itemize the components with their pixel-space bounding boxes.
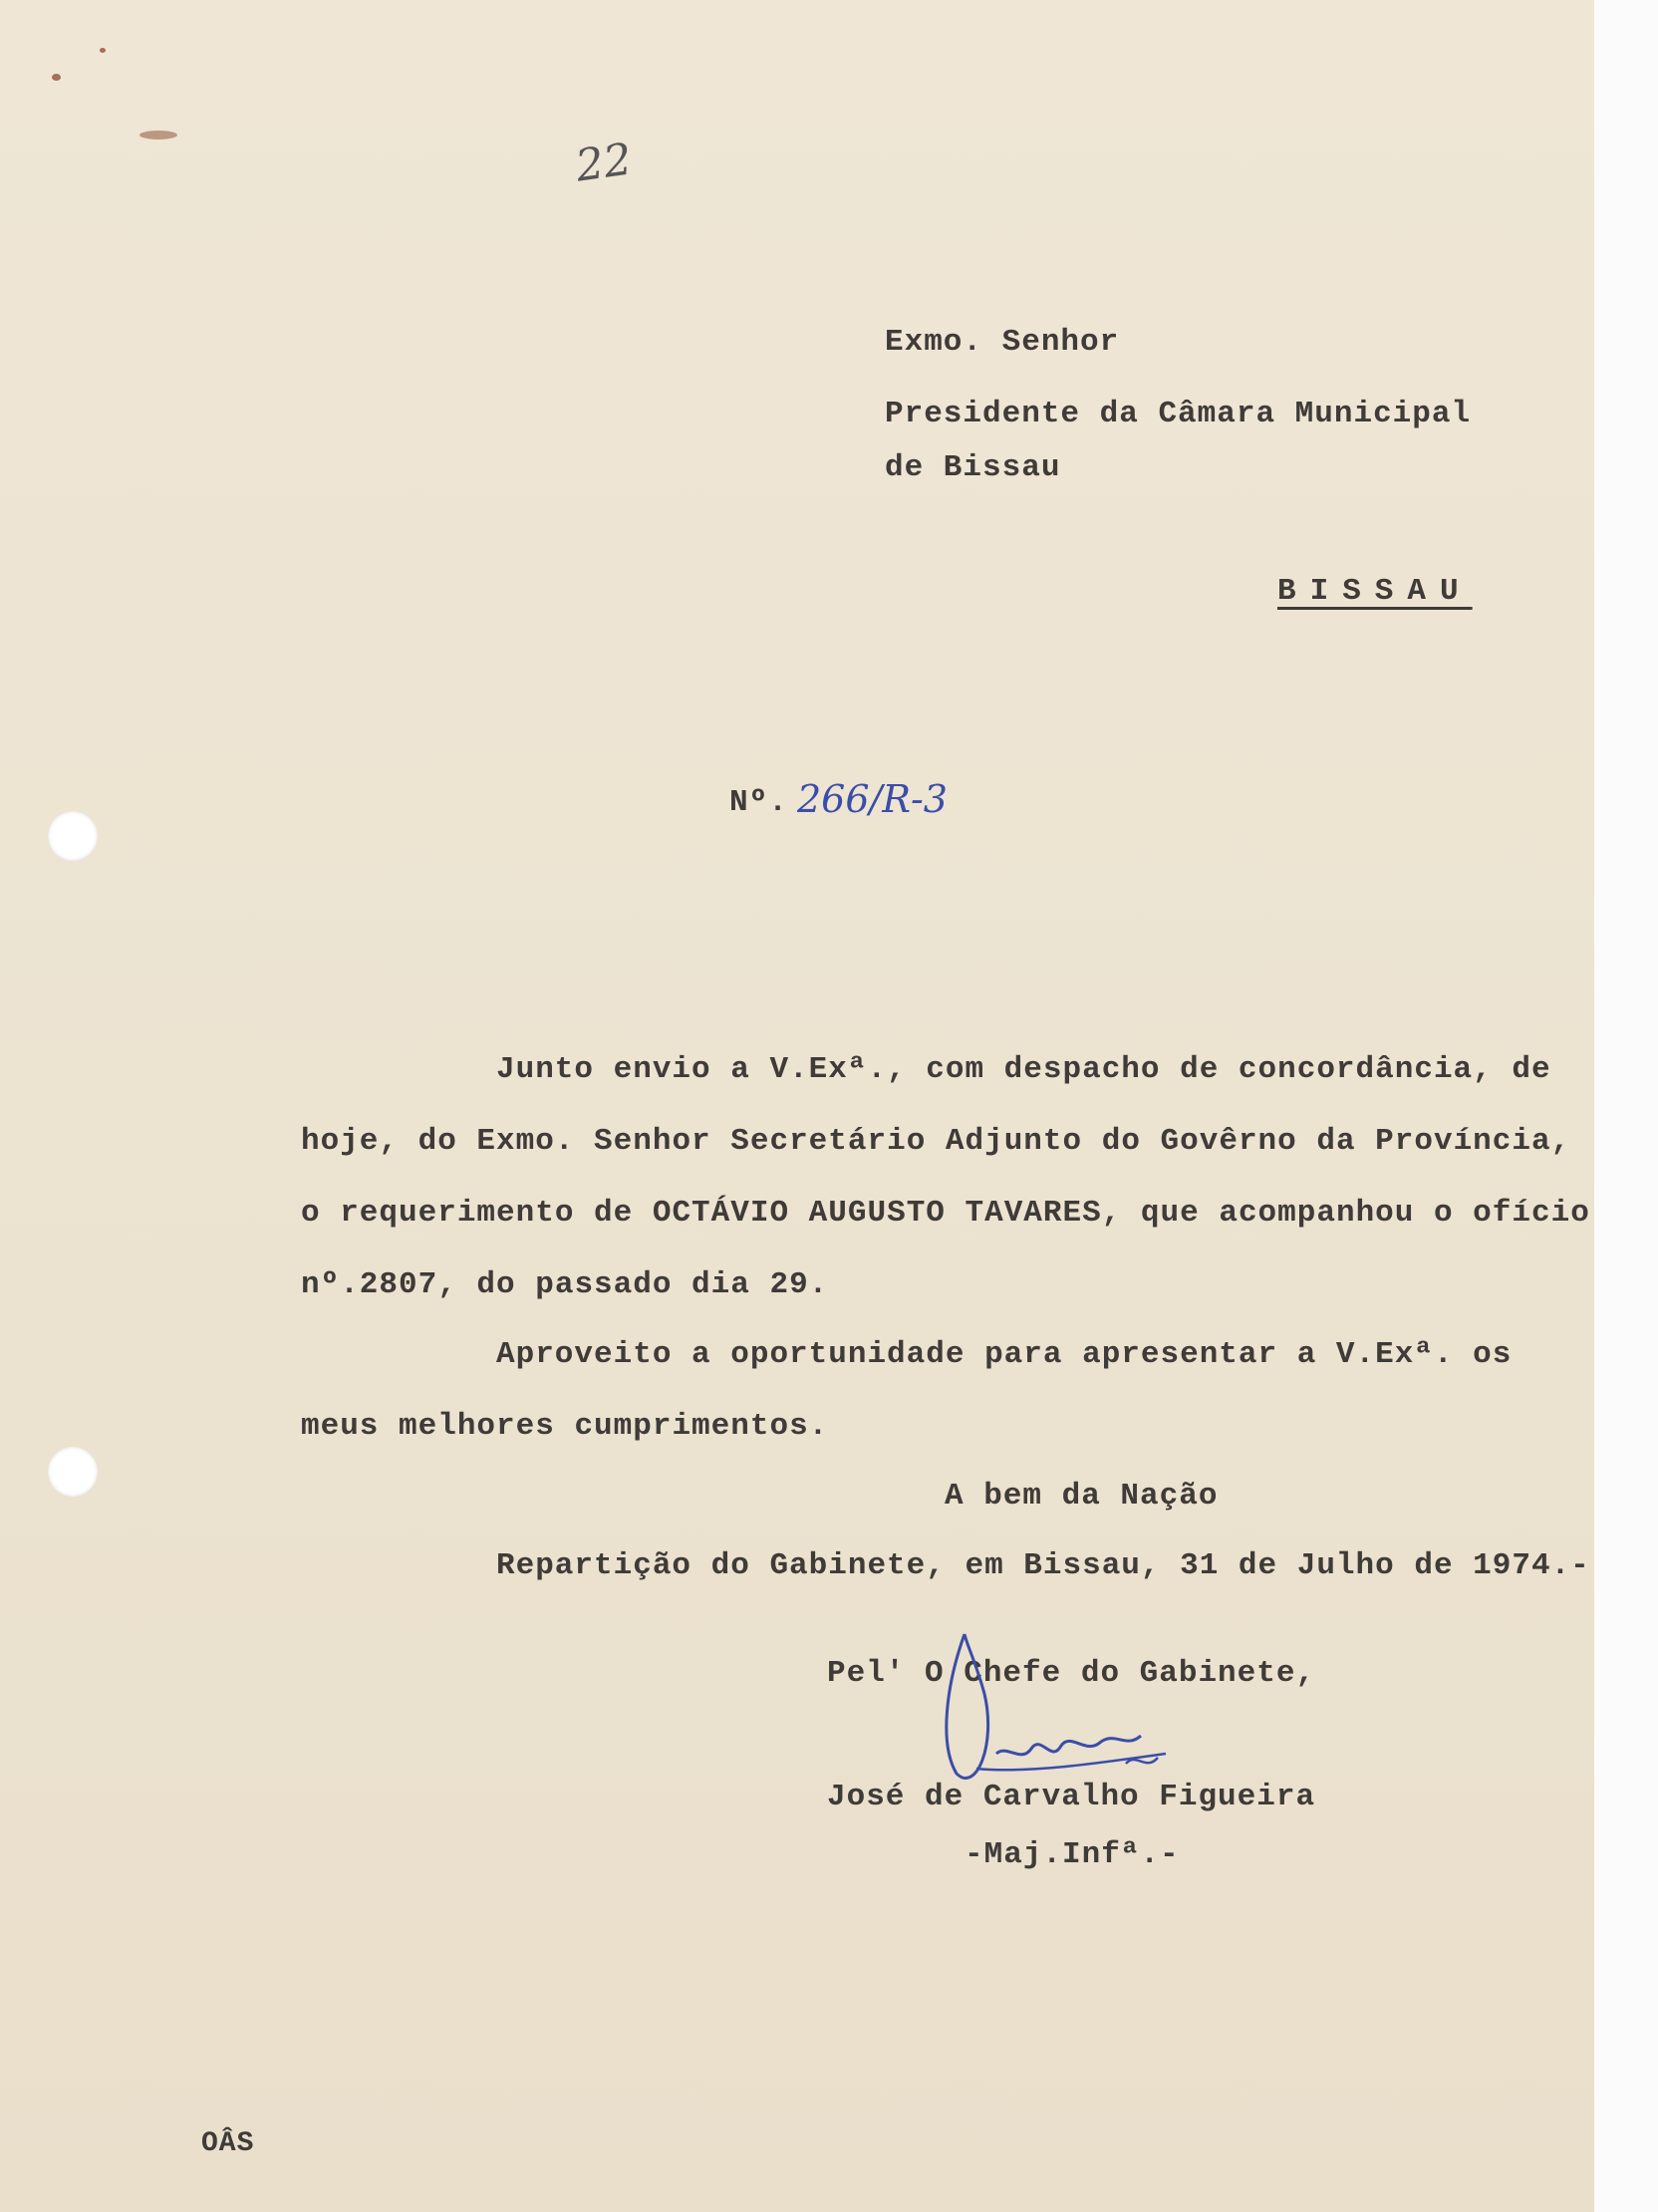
addressee-city: BISSAU (1277, 574, 1473, 609)
body-paragraph-1-line-3: o requerimento de OCTÁVIO AUGUSTO TAVARES, que acompanhou o ofício (301, 1196, 1590, 1231)
body-paragraph-2-line-1: Aproveito a oportunidade para apresentar a V.Exª. os (496, 1337, 1513, 1372)
signature (937, 1624, 1236, 1794)
rust-stain (139, 131, 177, 139)
body-paragraph-1-line-2: hoje, do Exmo. Senhor Secretário Adjunto do Govêrno da Província, (301, 1124, 1571, 1159)
body-paragraph-1-line-4: nº.2807, do passado dia 29. (301, 1267, 829, 1302)
signatory-rank: -Maj.Infª.- (965, 1837, 1180, 1872)
reference-label: Nº. (729, 785, 788, 820)
addressee-line-2: de Bissau (885, 450, 1061, 485)
addressee-line-1: Presidente da Câmara Municipal (885, 397, 1472, 431)
reference-number: 266/R-3 (797, 777, 948, 821)
punch-hole (48, 1447, 98, 1497)
closing-on-behalf: Pel' O Chefe do Gabinete, (827, 1656, 1316, 1691)
closing-place-date: Repartição do Gabinete, em Bissau, 31 de Julho de 1974.- (496, 1548, 1590, 1583)
page-number: 22 (572, 134, 636, 192)
rust-stain (52, 74, 61, 81)
body-paragraph-2-line-2: meus melhores cumprimentos. (301, 1409, 829, 1444)
punch-hole (48, 811, 98, 861)
rust-stain (100, 48, 106, 53)
typist-initials: OÂS (201, 2128, 255, 2159)
scan-margin (1594, 0, 1658, 2212)
signatory-name: José de Carvalho Figueira (827, 1780, 1316, 1814)
addressee-salutation: Exmo. Senhor (885, 325, 1120, 360)
body-paragraph-1-line-1: Junto envio a V.Exª., com despacho de concordância, de (496, 1052, 1551, 1087)
closing-motto: A bem da Nação (945, 1479, 1219, 1514)
